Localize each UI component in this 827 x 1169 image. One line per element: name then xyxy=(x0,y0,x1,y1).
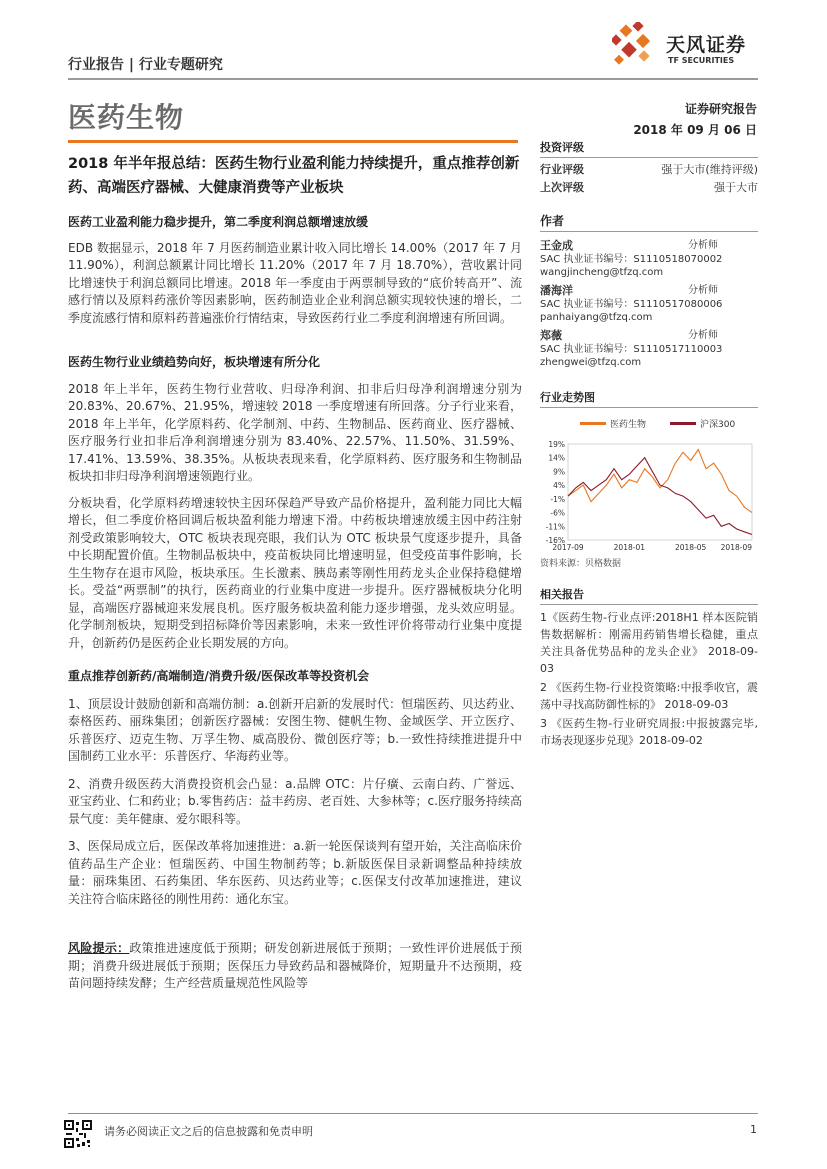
paragraph: 2018 年上半年，医药生物行业营收、归母净利润、扣非后归母净利润增速分别为 20.83%、20.67%、21.95%，增速较 2018 一季度增速有所回落。分子行业来看，2018 年上半年，化学原料药、化学制剂、中药、生物制品、医药商业、医疗器械、医疗服务行业扣非后净利润增速分别为 83.40%、22.57%、11.50%、31.59%、17.41%、13.59%、38.35%。从板块表现来看，化学原料药、医疗服务和生物制品板块扣非归母净利润增速领跑行业。 xyxy=(68,381,522,483)
x-tick-label: 2018-05 xyxy=(674,543,707,552)
author xyxy=(540,328,758,369)
author-email[interactable]: wangjincheng@tfzq.com xyxy=(540,267,664,278)
paragraph: 3、医保局成立后，医保改革将加速推进：a.新一轮医保谈判有望开始，关注高临床价值药品生产企业：恒瑞医药、中国生物制药等；b.新版医保目录新调整品种持续放量：丽珠集团、石药集团、华东医药、贝达药业等；c.医保支付改革加速推进，建议关注符合临床路径的刚性用药：通化东宝。 xyxy=(68,839,522,906)
x-tick-label: 2017-09 xyxy=(552,543,584,552)
author-name: 王金成 xyxy=(540,239,573,252)
section-heading: 重点推荐创新药/高端制造/消费升级/医保改革等投资机会 xyxy=(68,669,370,683)
author xyxy=(540,283,758,324)
trend-heading: 行业走势图 xyxy=(540,389,758,408)
related-report[interactable]: 2 《医药生物-行业投资策略:中报季收官，震荡中寻找高防御性标的》 2018-09-03 xyxy=(540,681,758,711)
section-1 xyxy=(68,214,522,327)
report-type: 证券研究报告 xyxy=(684,102,757,116)
paragraph: EDB 数据显示，2018 年 7 月医药制造业累计收入同比增长 14.00%（2017 年 7 月 11.90%），利润总额累计同比增长 11.20%（2017 年 7 月 18.70%），营收累计同比增速快于利润总额同比增速。2018 年一季度由于两票制导致的“底价转高开”、流感行情以及原料药涨价等因素影响，医药制造业企业利润总额实现较快速的增长，二季度流感行情和原料药普遍涨价行情结束，导致医药行业二季度利润增速有所回调。 xyxy=(68,240,522,325)
related-heading: 相关报告 xyxy=(540,586,758,605)
y-tick-label: -1% xyxy=(550,494,565,504)
series-line xyxy=(568,450,752,513)
author-name: 潘海洋 xyxy=(540,284,573,297)
author-role: 分析师 xyxy=(688,240,718,251)
previous-rating-label: 上次评级 xyxy=(540,181,584,194)
brand-name-en: TF SECURITIES xyxy=(668,56,735,65)
risk-label: 风险提示： xyxy=(68,941,130,955)
header-rule xyxy=(68,78,758,80)
author-email[interactable]: panhaiyang@tfzq.com xyxy=(540,312,653,323)
authors-box xyxy=(540,212,758,369)
section-3 xyxy=(68,668,522,908)
section-heading: 医药工业盈利能力稳步提升，第二季度利润总额增速放缓 xyxy=(68,215,369,229)
report-date: 2018 年 09 月 06 日 xyxy=(633,123,757,137)
chart-source: 资料来源：贝格数据 xyxy=(540,559,622,569)
rating-heading: 投资评级 xyxy=(540,139,758,158)
trend-box xyxy=(540,389,758,569)
title-accent-bar xyxy=(68,140,518,143)
section-2 xyxy=(68,354,522,652)
author-sac: SAC 执业证书编号：S1110518070002 xyxy=(540,254,723,265)
legend-swatch xyxy=(580,422,606,425)
page-number: 1 xyxy=(750,1123,757,1136)
footer-disclaimer: 请务必阅读正文之后的信息披露和免责申明 xyxy=(104,1125,313,1138)
qr-code-icon xyxy=(64,1120,92,1148)
x-tick-label: 2018-09 xyxy=(720,543,752,552)
paragraph: 1、顶层设计鼓励创新和高端仿制：a.创新开启新的发展时代：恒瑞医药、贝达药业、泰格医药、丽珠集团；创新医疗器械：安图生物、健帆生物、金域医学、开立医疗、乐普医疗、迈克生物、万孚生物、威高股份、微创医疗等；b.一致性持续推进提升中国制药工业水平：乐普医疗、华海药业等。 xyxy=(68,696,522,763)
related-report[interactable]: 1《医药生物-行业点评:2018H1 样本医院销售数据解析：刚需用药销售增长稳健，重点关注具备优势品种的龙头企业》 2018-09-03 xyxy=(540,611,758,675)
author-sac: SAC 执业证书编号：S1110517110003 xyxy=(540,344,723,355)
y-tick-label: -6% xyxy=(550,508,565,518)
y-tick-label: 19% xyxy=(548,440,565,449)
y-tick-label: 9% xyxy=(553,467,565,477)
risk-text: 政策推进速度低于预期；研发创新进展低于预期；一致性评价进展低于预期；消费升级进展低于预期；医保压力导致药品和器械降价，短期量升不达预期，疫苗问题持续发酵；生产经营质量规范性风险等 xyxy=(68,941,522,990)
author-role: 分析师 xyxy=(688,285,718,296)
y-tick-label: -16% xyxy=(545,536,565,545)
industry-rating-value: 强于大市(维持评级) xyxy=(661,163,758,176)
tf-logo-icon xyxy=(612,22,664,70)
qr-code xyxy=(64,1120,92,1148)
brand-logo xyxy=(612,22,758,72)
sector-name: 医药生物 xyxy=(68,101,185,134)
legend-label: 沪深300 xyxy=(700,420,736,430)
author-role: 分析师 xyxy=(688,330,718,341)
previous-rating-value: 强于大市 xyxy=(714,181,758,194)
paragraph: 2、消费升级医药大消费投资机会凸显：a.品牌 OTC：片仔癀、云南白药、广誉远、亚宝药业、仁和药业；b.零售药店：益丰药房、老百姓、大参林等；c.医疗服务持续高景气度：美年健康、爱尔眼科等。 xyxy=(68,776,522,826)
related-box xyxy=(540,586,758,749)
authors-heading: 作者 xyxy=(540,212,758,232)
y-tick-label: -11% xyxy=(545,522,565,532)
y-tick-label: 4% xyxy=(553,481,565,491)
brand-name: 天风证券 xyxy=(666,34,747,56)
paragraph: 分板块看，化学原料药增速较快主因环保趋严导致产品价格提升，盈利能力同比大幅增长，但二季度价格回调后板块盈利能力增速下滑。中药板块增速放缓主因中药注射剂受政策影响较大，OTC 板块表现亮眼，我们认为 OTC 板块景气度逐步提升，具备中长期配置价值。生物制品板块中，疫苗板块同比增速明显，但受疫苗事件影响，长生生物存在退市风险，板块承压。生长激素、胰岛素等刚性用药龙头企业保持稳健增长。受益“两票制”的执行，医药商业的行业集中度进一步提升。医疗器械板块分化明显，高端医疗器械迎来发展良机。医疗服务板块盈利能力逐步增强，龙头效应明显。化学制剂板块，短期受到招标降价等因素影响，未来一致性评价将带动行业集中度提升，创新药仍是医药企业长期发展的方向。 xyxy=(68,495,522,650)
risk-warning xyxy=(68,940,522,993)
author xyxy=(540,238,758,279)
legend-swatch xyxy=(670,422,696,425)
related-report[interactable]: 3 《医药生物-行业研究周报:中报披露完毕,市场表现逐步兑现》2018-09-02 xyxy=(540,717,758,747)
footer-rule xyxy=(68,1113,758,1114)
trend-chart xyxy=(540,414,758,554)
report-category: 行业报告 | 行业专题研究 xyxy=(68,57,223,73)
x-tick-label: 2018-01 xyxy=(613,543,646,552)
author-name: 郑薇 xyxy=(540,329,562,342)
rating-box xyxy=(540,139,758,197)
y-tick-label: 14% xyxy=(548,453,565,463)
industry-rating-label: 行业评级 xyxy=(540,163,584,176)
author-sac: SAC 执业证书编号：S1110517080006 xyxy=(540,299,723,310)
legend-label: 医药生物 xyxy=(610,420,647,430)
report-title: 2018 年半年报总结：医药生物行业盈利能力持续提升，重点推荐创新药、高端医疗器械、大健康消费等产业板块 xyxy=(68,156,520,196)
section-heading: 医药生物行业业绩趋势向好，板块增速有所分化 xyxy=(68,355,321,369)
author-email[interactable]: zhengwei@tfzq.com xyxy=(540,357,642,368)
